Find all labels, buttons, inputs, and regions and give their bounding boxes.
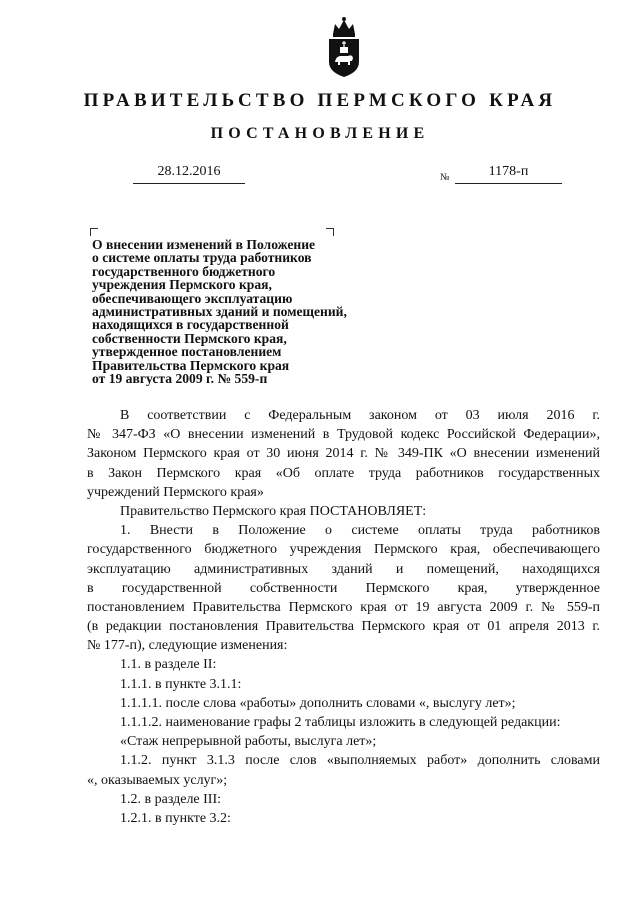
subject-line: утвержденное постановлением xyxy=(92,344,282,360)
body-line: 1.1.1.1. после слова «работы» дополнить словами «, выслугу лет»; xyxy=(120,695,516,711)
document-number: 1178-п xyxy=(455,164,562,184)
body-line: 1.1.1.2. наименование графы 2 таблицы изложить в следующей редакции: xyxy=(120,715,561,730)
body-line: «, оказываемых услуг»; xyxy=(87,772,228,788)
body-line: № 177-п), следующие изменения: xyxy=(87,638,288,654)
body-line: эксплуатацию административных зданий и помещений, находящихся xyxy=(87,561,600,577)
body-line: № 347-ФЗ «О внесении изменений в Трудовой кодекс Российской Федерации», xyxy=(87,427,600,443)
subject-corner-left xyxy=(90,228,98,236)
body-line: постановлением Правительства Пермского края от 19 августа 2009 г. № 559-п xyxy=(87,599,600,615)
body-line: 1.1.2. пункт 3.1.3 после слов «выполняемых работ» дополнить словами xyxy=(120,753,600,769)
number-sign: № xyxy=(440,172,450,183)
subject-line: учреждения Пермского края, xyxy=(92,277,272,293)
body-line: В соответствии с Федеральным законом от 03 июля 2016 г. xyxy=(120,408,600,423)
document-body xyxy=(87,406,600,828)
subject-line: государственного бюджетного xyxy=(92,263,276,279)
body-line: 1.1.1. в пункте 3.1.1: xyxy=(120,676,242,692)
document-subject xyxy=(92,238,392,385)
body-line: 1.1. в разделе II: xyxy=(120,657,217,673)
government-title: ПРАВИТЕЛЬСТВО ПЕРМСКОГО КРАЯ xyxy=(83,90,557,111)
subject-line: административных зданий и помещений, xyxy=(92,304,347,320)
subject-line: обеспечивающего эксплуатацию xyxy=(92,290,293,306)
subject-line: о системе оплаты труда работников xyxy=(92,250,312,266)
subject-line: находящихся в государственной xyxy=(92,317,289,333)
body-line: (в редакции постановления Правительства Пермского края от 01 апреля 2013 г. xyxy=(87,619,600,635)
body-line: в государственной собственности Пермского края, утвержденное xyxy=(87,580,600,596)
subject-line: О внесении изменений в Положение xyxy=(92,237,316,252)
subject-line: собственности Пермского края, xyxy=(92,330,287,346)
body-line: государственного бюджетного учреждения Пермского края, обеспечивающего xyxy=(87,542,600,558)
body-line: «Стаж непрерывной работы, выслуга лет»; xyxy=(120,734,377,750)
coat-of-arms-icon xyxy=(326,16,362,78)
body-line: 1. Внести в Положение о системе оплаты труда работников xyxy=(120,523,600,539)
subject-line: Правительства Пермского края xyxy=(92,357,290,373)
body-line: Законом Пермского края от 30 июня 2014 г. № 349-ПК «О внесении изменений xyxy=(87,446,600,462)
subject-line: от 19 августа 2009 г. № 559-п xyxy=(92,371,268,387)
body-line: Правительство Пермского края ПОСТАНОВЛЯЕТ: xyxy=(120,503,427,519)
body-line: в Закон Пермского края «Об оплате труда работников государственных xyxy=(87,465,600,481)
document-date: 28.12.2016 xyxy=(133,164,245,184)
subject-corner-right xyxy=(326,228,334,236)
body-line: учреждений Пермского края» xyxy=(87,484,264,500)
document-type: ПОСТАНОВЛЕНИЕ xyxy=(210,125,430,142)
body-line: 1.2. в разделе III: xyxy=(120,791,222,807)
body-line: 1.2.1. в пункте 3.2: xyxy=(120,810,231,826)
